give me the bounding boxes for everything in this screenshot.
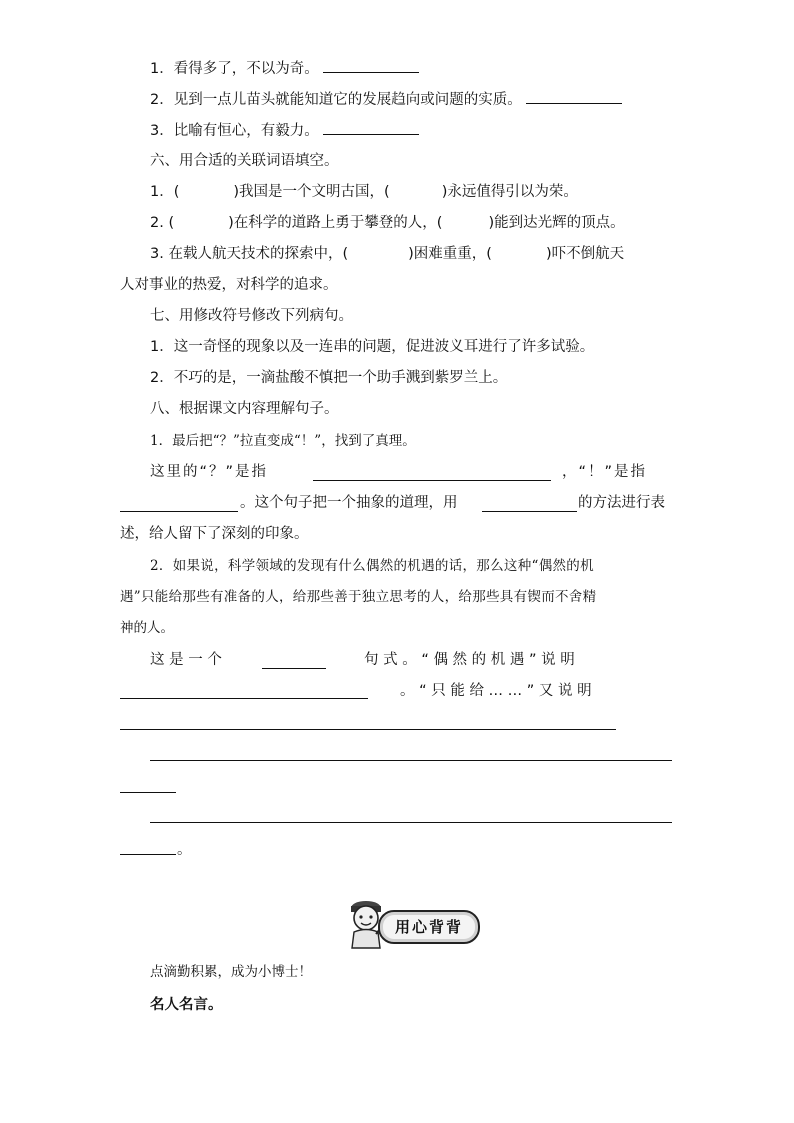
- answer-line[interactable]: [150, 822, 672, 823]
- answer-line[interactable]: [482, 511, 577, 512]
- q6-item-3-cont: 人对事业的热爱，对科学的追求。: [120, 277, 338, 293]
- section-7-title: 七、用修改符号修改下列病句。: [150, 308, 353, 324]
- section-8-title: 八、根据课文内容理解句子。: [150, 401, 339, 417]
- q8-answer-2-mid: 句 式 。 “ 偶 然 的 机 遇 ” 说 明: [364, 652, 575, 668]
- q6-item-1: 1．( )我国是一个文明古国，( )永远值得引以为荣。: [150, 184, 578, 200]
- famous-quotes-title: 名人名言。: [150, 997, 223, 1013]
- answer-line[interactable]: [120, 792, 176, 793]
- q7-item-1[interactable]: 1．这一奇怪的现象以及一连串的问题，促进波义耳进行了许多试验。: [150, 339, 595, 355]
- badge-label: 用心背背: [394, 918, 463, 936]
- q7-item-2[interactable]: 2．不巧的是，一滴盐酸不慎把一个助手溅到紫罗兰上。: [150, 370, 508, 386]
- answer-line[interactable]: [313, 480, 551, 481]
- end-period: 。: [177, 842, 192, 858]
- section-6-title: 六、用合适的关联词语填空。: [150, 153, 339, 169]
- q5-item-1: 1．看得多了，不以为奇。: [150, 58, 419, 79]
- q8-quote-2-line-3: 神的人。: [120, 620, 174, 636]
- q6-item-3: 3. 在载人航天技术的探索中，( )困难重重，( )吓不倒航天: [150, 246, 625, 262]
- answer-line[interactable]: [150, 760, 672, 761]
- answer-blank[interactable]: [323, 120, 419, 135]
- answer-line[interactable]: [120, 854, 176, 855]
- q8-answer-1-line-2b: 的方法进行表: [578, 495, 665, 511]
- answer-line[interactable]: [120, 511, 238, 512]
- q8-answer-1-mid: ，“！”是指: [562, 464, 648, 480]
- tip-text: 点滴勤积累，成为小博士！: [150, 964, 312, 980]
- q8-answer-1-line-3: 述，给人留下了深刻的印象。: [120, 526, 309, 542]
- q8-answer-1-line-2a: 。这个句子把一个抽象的道理，用: [240, 495, 458, 511]
- q8-quote-1: 1．最后把“？”拉直变成“！”，找到了真理。: [150, 433, 416, 449]
- q6-item-2: 2. ( )在科学的道路上勇于攀登的人，( )能到达光辉的顶点。: [150, 215, 625, 231]
- answer-line[interactable]: [120, 729, 616, 730]
- q8-answer-2-lead: 这 是 一 个: [150, 652, 222, 668]
- section-badge: [340, 898, 482, 950]
- answer-blank[interactable]: [323, 58, 419, 73]
- q5-item-2: 2．见到一点儿苗头就能知道它的发展趋向或问题的实质。: [150, 89, 622, 110]
- badge-pill: [378, 910, 480, 944]
- q8-answer-1-line-1: 这里的“？”是指: [150, 464, 269, 480]
- q8-quote-2-line-2: 遇”只能给那些有准备的人，给那些善于独立思考的人，给那些具有锲而不舍精: [120, 589, 597, 605]
- q8-quote-2-line-1: 2．如果说，科学领域的发现有什么偶然的机遇的话，那么这种“偶然的机: [150, 558, 594, 574]
- q8-answer-2-cont: 。 “ 只 能 给 … … ” 又 说 明: [400, 683, 592, 699]
- answer-line[interactable]: [120, 698, 368, 699]
- q5-item-3: 3．比喻有恒心，有毅力。: [150, 120, 419, 141]
- answer-blank[interactable]: [526, 89, 622, 104]
- answer-line[interactable]: [262, 668, 326, 669]
